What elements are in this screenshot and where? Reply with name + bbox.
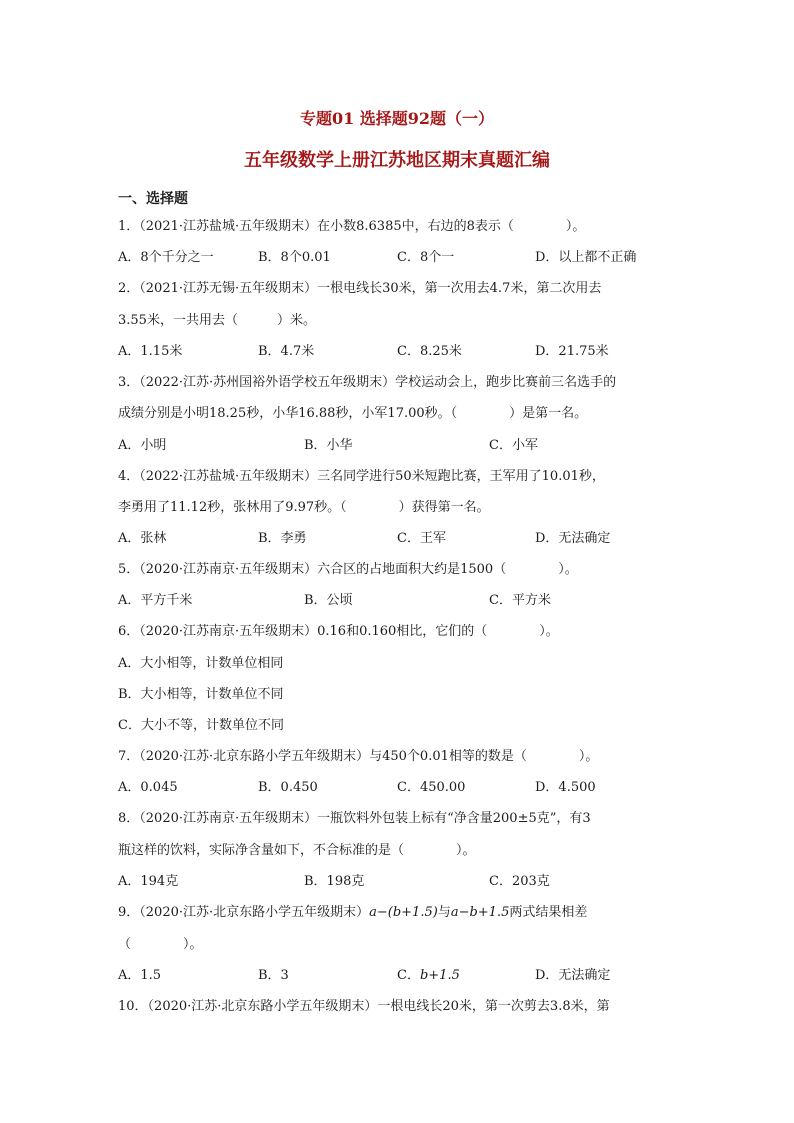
question-9-option-a: A．1.5 (118, 968, 162, 983)
question-6-option-c: C．大小不等，计数单位不同 (118, 718, 284, 733)
question-9-option-b: B．3 (258, 968, 289, 983)
question-1-option-c: C．8个一 (397, 250, 455, 265)
question-5-option-a: A．平方千米 (118, 593, 193, 608)
question-1-option-b: B．8个0.01 (258, 250, 331, 265)
section-heading: 一、选择题 (118, 191, 188, 207)
question-2-option-c: C．8.25米 (397, 344, 462, 359)
question-7-text: 7．（2020·江苏·北京东路小学五年级期末）与450个0.01相等的数是（ ）。 (118, 749, 599, 764)
question-4-option-d: D．无法确定 (535, 531, 611, 546)
question-2-option-a: A．1.15米 (118, 344, 183, 359)
question-2-option-b: B．4.7米 (258, 344, 315, 359)
question-6-option-b: B．大小相等，计数单位不同 (118, 687, 284, 702)
question-9-suffix: 两式结果相差 (509, 905, 588, 920)
question-8-option-b: B．198克 (304, 874, 365, 889)
question-9-expression-1: a−(b+1.5) (369, 905, 438, 920)
question-7-option-d: D．4.500 (535, 780, 596, 795)
question-5-option-b: B．公顷 (304, 593, 353, 608)
question-3-option-c: C．小军 (489, 438, 538, 453)
question-4-option-a: A．张林 (118, 531, 167, 546)
question-7-option-c: C．450.00 (397, 780, 466, 795)
question-8-option-c: C．203克 (489, 874, 550, 889)
question-9-text-line-2: （ ）。 (118, 937, 203, 952)
document-subtitle: 五年级数学上册江苏地区期末真题汇编 (244, 150, 550, 171)
document-title: 专题01 选择题92题（一） (299, 109, 495, 128)
question-9-option-c-expression: b+1.5 (419, 968, 460, 983)
question-6-text: 6．（2020·江苏南京·五年级期末）0.16和0.160相比，它们的（ ）。 (118, 624, 559, 639)
question-9-connector: 与 (437, 905, 451, 920)
question-2-text-line-1: 2．（2021·江苏无锡·五年级期末）一根电线长30米，第一次用去4.7米，第二次用去 (118, 281, 602, 296)
question-5-text: 5．（2020·江苏南京·五年级期末）六合区的占地面积大约是1500（ ）。 (118, 562, 578, 577)
question-4-text-line-2: 李勇用了11.12秒，张林用了9.97秒。（ ）获得第一名。 (118, 500, 490, 515)
question-6-option-a: A．大小相等，计数单位相同 (118, 656, 284, 671)
question-8-text-line-1: 8．（2020·江苏南京·五年级期末）一瓶饮料外包装上标有“净含量200±5克”，有3 (118, 811, 591, 826)
question-9-prefix: 9．（2020·江苏·北京东路小学五年级期末） (118, 905, 370, 920)
question-9-text-line-1 (118, 905, 587, 921)
question-10-text: 10．（2020·江苏·北京东路小学五年级期末）一根电线长20米，第一次剪去3.8米，第 (118, 999, 610, 1014)
question-7-option-a: A．0.045 (118, 780, 178, 795)
question-1-option-a: A．8个千分之一 (118, 250, 214, 265)
question-1-option-d: D．以上都不正确 (535, 250, 637, 265)
question-4-option-c: C．王军 (397, 531, 446, 546)
question-3-option-a: A．小明 (118, 438, 167, 453)
question-2-text-line-2: 3.55米，一共用去（ ）米。 (118, 313, 316, 328)
question-7-option-b: B．0.450 (258, 780, 318, 795)
question-4-text-line-1: 4．（2022·江苏盐城·五年级期末）三名同学进行50米短跑比赛，王军用了10.01秒， (118, 469, 605, 484)
question-2-option-d: D．21.75米 (535, 344, 609, 359)
question-9-option-c-label: C． (397, 968, 420, 983)
question-9-option-c (397, 968, 460, 984)
question-9-option-d: D．无法确定 (535, 968, 611, 983)
question-8-text-line-2: 瓶这样的饮料，实际净含量如下，不合标准的是（ ）。 (118, 843, 476, 858)
question-8-option-a: A．194克 (118, 874, 179, 889)
question-3-option-b: B．小华 (304, 438, 353, 453)
question-3-text-line-1: 3．（2022·江苏·苏州国裕外语学校五年级期末）学校运动会上，跑步比赛前三名选手的 (118, 375, 617, 390)
question-4-option-b: B．李勇 (258, 531, 307, 546)
question-1-text: 1．（2021·江苏盐城·五年级期末）在小数8.6385中，右边的8表示（ ）。 (118, 219, 586, 234)
question-5-option-c: C．平方米 (489, 593, 551, 608)
question-3-text-line-2: 成绩分别是小明18.25秒，小华16.88秒，小军17.00秒。（ ）是第一名。 (118, 406, 588, 421)
question-9-expression-2: a−b+1.5 (450, 905, 510, 920)
